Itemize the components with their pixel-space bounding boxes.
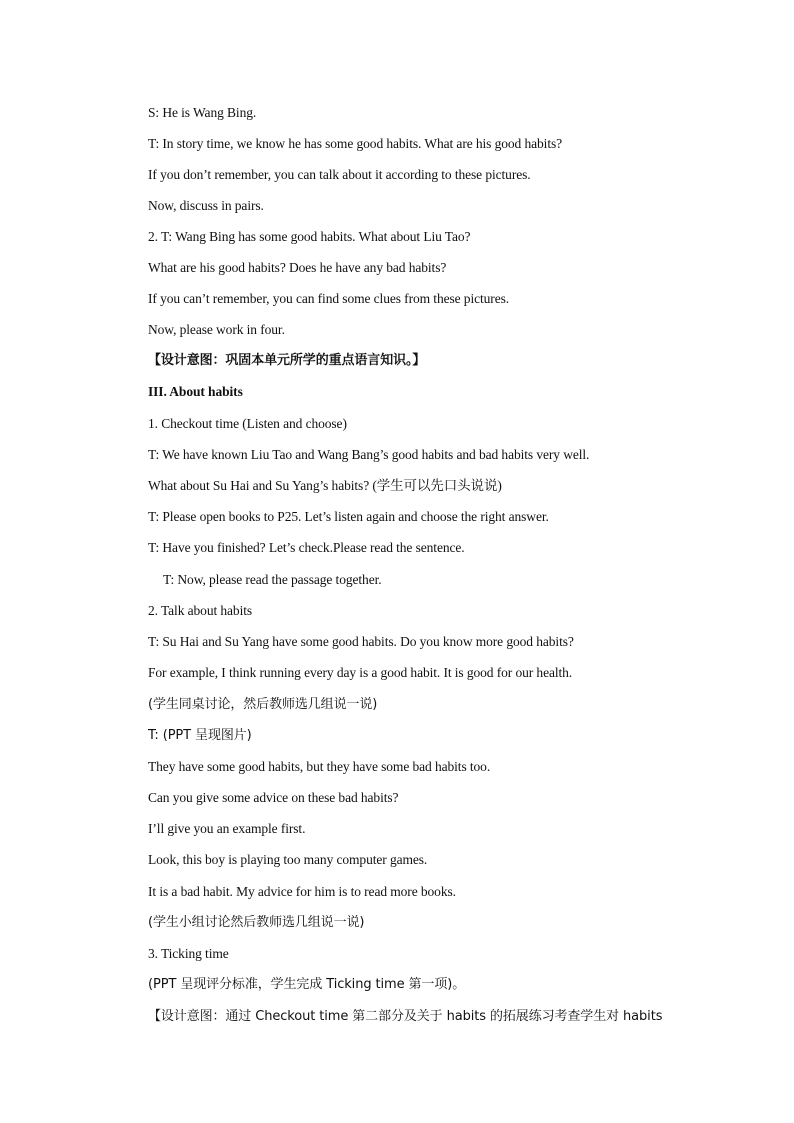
design-intent-note: 【设计意图：通过 Checkout time 第二部分及关于 habits 的拓展练习考查学生对 habits — [148, 1009, 663, 1024]
text-line: (学生同桌讨论，然后教师选几组说一说) — [148, 697, 378, 712]
text-line: What about Su Hai and Su Yang’s habits? (学生可以先口头说说) — [148, 478, 502, 493]
text-line: They have some good habits, but they have some bad habits too. — [148, 759, 491, 774]
text-line: T: Please open books to P25. Let’s listen again and choose the right answer. — [148, 509, 549, 524]
text-line: Can you give some advice on these bad habits? — [148, 790, 399, 805]
text-line: 3. Ticking time — [148, 946, 229, 961]
text-line: T: Now, please read the passage together. — [163, 572, 382, 587]
design-intent-note: 【设计意图：巩固本单元所学的重点语言知识。】 — [148, 353, 426, 368]
text-line: (PPT 呈现评分标准，学生完成 Ticking time 第一项)。 — [148, 977, 466, 992]
text-line: If you don’t remember, you can talk about it according to these pictures. — [148, 167, 531, 182]
text-line: It is a bad habit. My advice for him is to read more books. — [148, 884, 456, 899]
text-line: S: He is Wang Bing. — [148, 105, 257, 120]
text-line: T: We have known Liu Tao and Wang Bang’s good habits and bad habits very well. — [148, 447, 590, 462]
section-heading: III. About habits — [148, 384, 243, 399]
text-line: Look, this boy is playing too many computer games. — [148, 852, 428, 867]
text-line: What are his good habits? Does he have any bad habits? — [148, 260, 447, 275]
text-line: I’ll give you an example first. — [148, 821, 306, 836]
text-line: T: Su Hai and Su Yang have some good habits. Do you know more good habits? — [148, 634, 574, 649]
text-line: (学生小组讨论然后教师选几组说一说) — [148, 915, 365, 930]
text-line: 1. Checkout time (Listen and choose) — [148, 416, 347, 431]
text-line: T: Have you finished? Let’s check.Please read the sentence. — [148, 540, 465, 555]
text-line: If you can’t remember, you can find some clues from these pictures. — [148, 291, 510, 306]
text-line: Now, discuss in pairs. — [148, 198, 264, 213]
text-line: Now, please work in four. — [148, 322, 285, 337]
text-line: 2. Talk about habits — [148, 603, 253, 618]
text-line: 2. T: Wang Bing has some good habits. What about Liu Tao? — [148, 229, 471, 244]
text-line: For example, I think running every day is a good habit. It is good for our health. — [148, 665, 573, 680]
text-line: T: (PPT 呈现图片) — [148, 728, 252, 743]
text-line: T: In story time, we know he has some good habits. What are his good habits? — [148, 136, 563, 151]
